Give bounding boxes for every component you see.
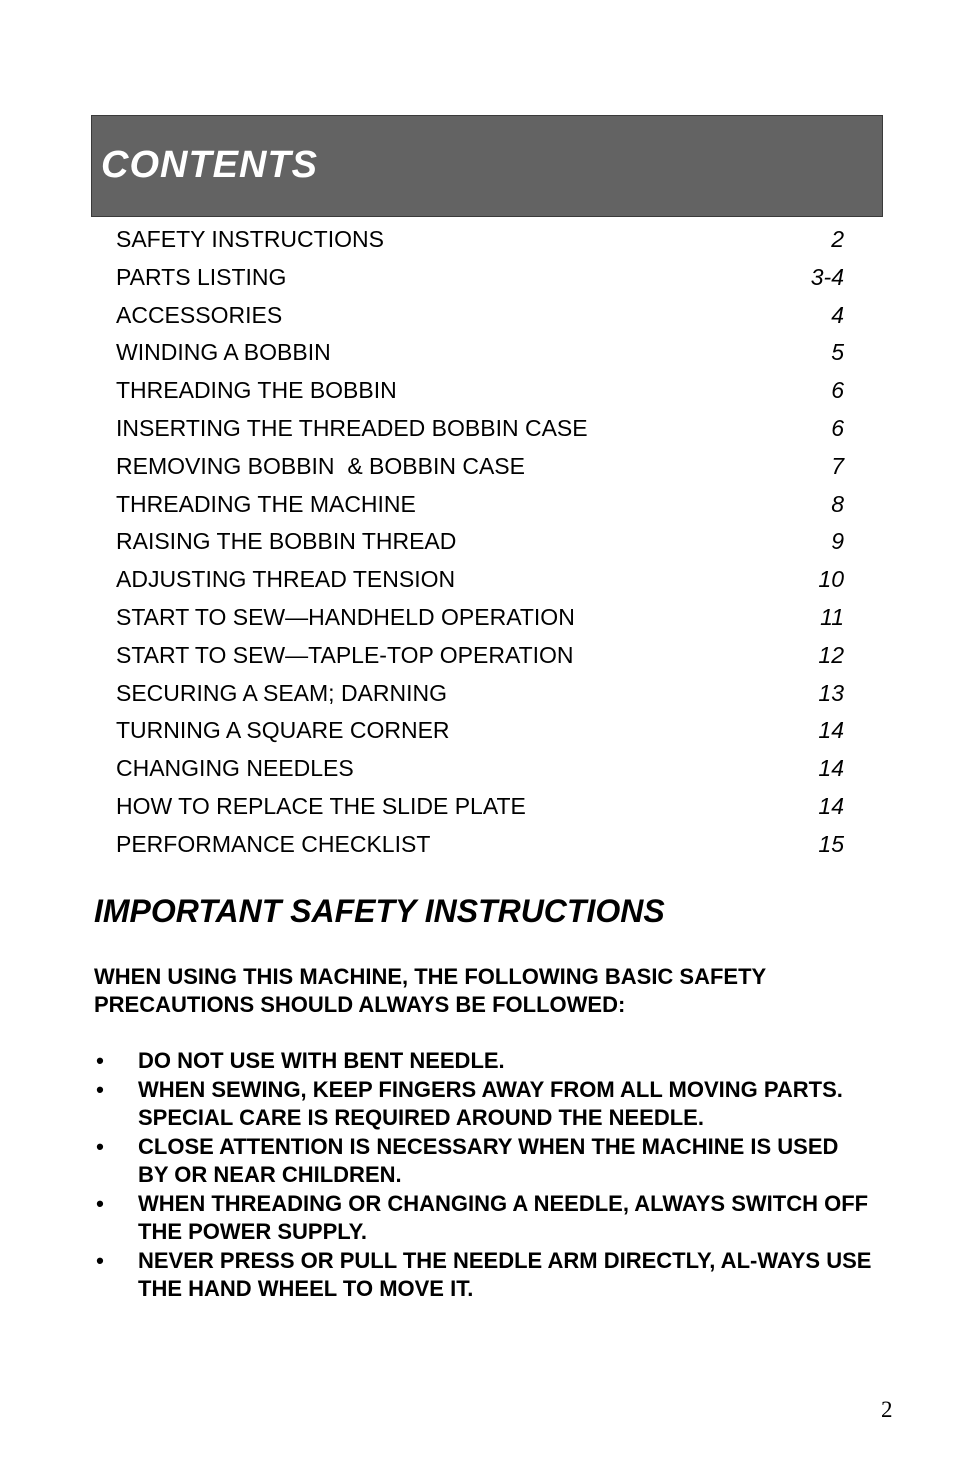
toc-label: TURNING A SQUARE CORNER bbox=[116, 717, 450, 744]
safety-heading: IMPORTANT SAFETY INSTRUCTIONS bbox=[94, 893, 665, 929]
toc-label: RAISING THE BOBBIN THREAD bbox=[116, 528, 457, 555]
toc-row bbox=[116, 523, 844, 561]
toc-label: HOW TO REPLACE THE SLIDE PLATE bbox=[116, 792, 526, 819]
toc-row bbox=[116, 561, 844, 599]
safety-precautions-list bbox=[94, 1047, 874, 1304]
toc-row bbox=[116, 675, 844, 713]
list-item bbox=[94, 1133, 874, 1190]
toc-row bbox=[116, 826, 844, 864]
toc-page-number: 2 bbox=[831, 226, 844, 252]
bullet-icon: • bbox=[96, 1076, 104, 1102]
toc-row bbox=[116, 750, 844, 788]
toc-page-number: 6 bbox=[831, 377, 844, 404]
list-item bbox=[94, 1076, 874, 1133]
toc-row bbox=[116, 788, 844, 826]
toc-page-number: 13 bbox=[818, 679, 844, 706]
toc-page-number: 15 bbox=[818, 830, 844, 857]
toc-label: THREADING THE MACHINE bbox=[116, 490, 416, 517]
toc-row bbox=[116, 297, 844, 335]
toc-label: START TO SEW—TAPLE-TOP OPERATION bbox=[116, 641, 574, 668]
toc-label: PERFORMANCE CHECKLIST bbox=[116, 830, 431, 857]
bullet-text: CLOSE ATTENTION IS NECESSARY WHEN THE MACHINE IS USED BY OR NEAR CHILDREN. bbox=[138, 1133, 839, 1187]
bullet-text: DO NOT USE WITH BENT NEEDLE. bbox=[138, 1048, 505, 1073]
toc-label: SECURING A SEAM; DARNING bbox=[116, 679, 448, 706]
toc-page-number: 10 bbox=[818, 566, 844, 593]
toc-page-number: 14 bbox=[818, 717, 844, 744]
safety-intro: WHEN USING THIS MACHINE, THE FOLLOWING BASIC SAFETY PRECAUTIONS SHOULD ALWAYS BE FOLLOWED: bbox=[94, 964, 766, 1017]
toc-label: ACCESSORIES bbox=[116, 301, 283, 328]
toc-label: REMOVING BOBBIN & BOBBIN CASE bbox=[116, 452, 525, 479]
contents-title: CONTENTS bbox=[101, 144, 318, 186]
toc-label: WINDING A BOBBIN bbox=[116, 339, 331, 366]
toc-label: PARTS LISTING bbox=[116, 263, 287, 290]
toc-page-number: 3-4 bbox=[810, 263, 844, 290]
toc-page-number: 12 bbox=[818, 641, 844, 668]
bullet-text: NEVER PRESS OR PULL THE NEEDLE ARM DIRECTLY, AL-WAYS USE THE HAND WHEEL TO MOVE IT. bbox=[138, 1247, 872, 1301]
bullet-text: WHEN SEWING, KEEP FINGERS AWAY FROM ALL MOVING PARTS. SPECIAL CARE IS REQUIRED AROUND THE NEEDLE. bbox=[138, 1076, 843, 1130]
toc-label: SAFETY INSTRUCTIONS bbox=[116, 226, 384, 252]
list-item bbox=[94, 1047, 874, 1076]
toc-row bbox=[116, 486, 844, 524]
toc-label: ADJUSTING THREAD TENSION bbox=[116, 566, 456, 593]
toc-row bbox=[116, 637, 844, 675]
list-item bbox=[94, 1190, 874, 1247]
toc-page-number: 9 bbox=[831, 528, 844, 555]
bullet-icon: • bbox=[96, 1190, 104, 1216]
toc-row bbox=[116, 221, 844, 259]
toc-page-number: 4 bbox=[831, 301, 844, 328]
toc-row bbox=[116, 712, 844, 750]
toc-row bbox=[116, 372, 844, 410]
toc-page-number: 11 bbox=[820, 603, 844, 630]
bullet-text: WHEN THREADING OR CHANGING A NEEDLE, ALWAYS SWITCH OFF THE POWER SUPPLY. bbox=[138, 1190, 869, 1244]
bullet-icon: • bbox=[96, 1133, 104, 1159]
bullet-icon: • bbox=[96, 1247, 104, 1273]
toc-label: START TO SEW—HANDHELD OPERATION bbox=[116, 603, 575, 630]
toc-row bbox=[116, 334, 844, 372]
list-item bbox=[94, 1247, 874, 1304]
toc-page-number: 6 bbox=[831, 414, 844, 441]
toc-page-number: 14 bbox=[818, 792, 844, 819]
toc-page-number: 7 bbox=[831, 452, 844, 479]
toc-row bbox=[116, 448, 844, 486]
toc-label: INSERTING THE THREADED BOBBIN CASE bbox=[116, 414, 588, 441]
toc-page-number: 8 bbox=[831, 490, 844, 517]
toc-row bbox=[116, 410, 844, 448]
toc-row bbox=[116, 599, 844, 637]
table-of-contents bbox=[116, 221, 844, 864]
page-number: 2 bbox=[881, 1397, 893, 1422]
contents-header bbox=[91, 115, 883, 217]
bullet-icon: • bbox=[96, 1048, 104, 1073]
toc-label: THREADING THE BOBBIN bbox=[116, 377, 397, 404]
toc-row bbox=[116, 259, 844, 297]
toc-page-number: 14 bbox=[818, 755, 844, 782]
toc-label: CHANGING NEEDLES bbox=[116, 755, 354, 782]
toc-page-number: 5 bbox=[831, 339, 844, 366]
